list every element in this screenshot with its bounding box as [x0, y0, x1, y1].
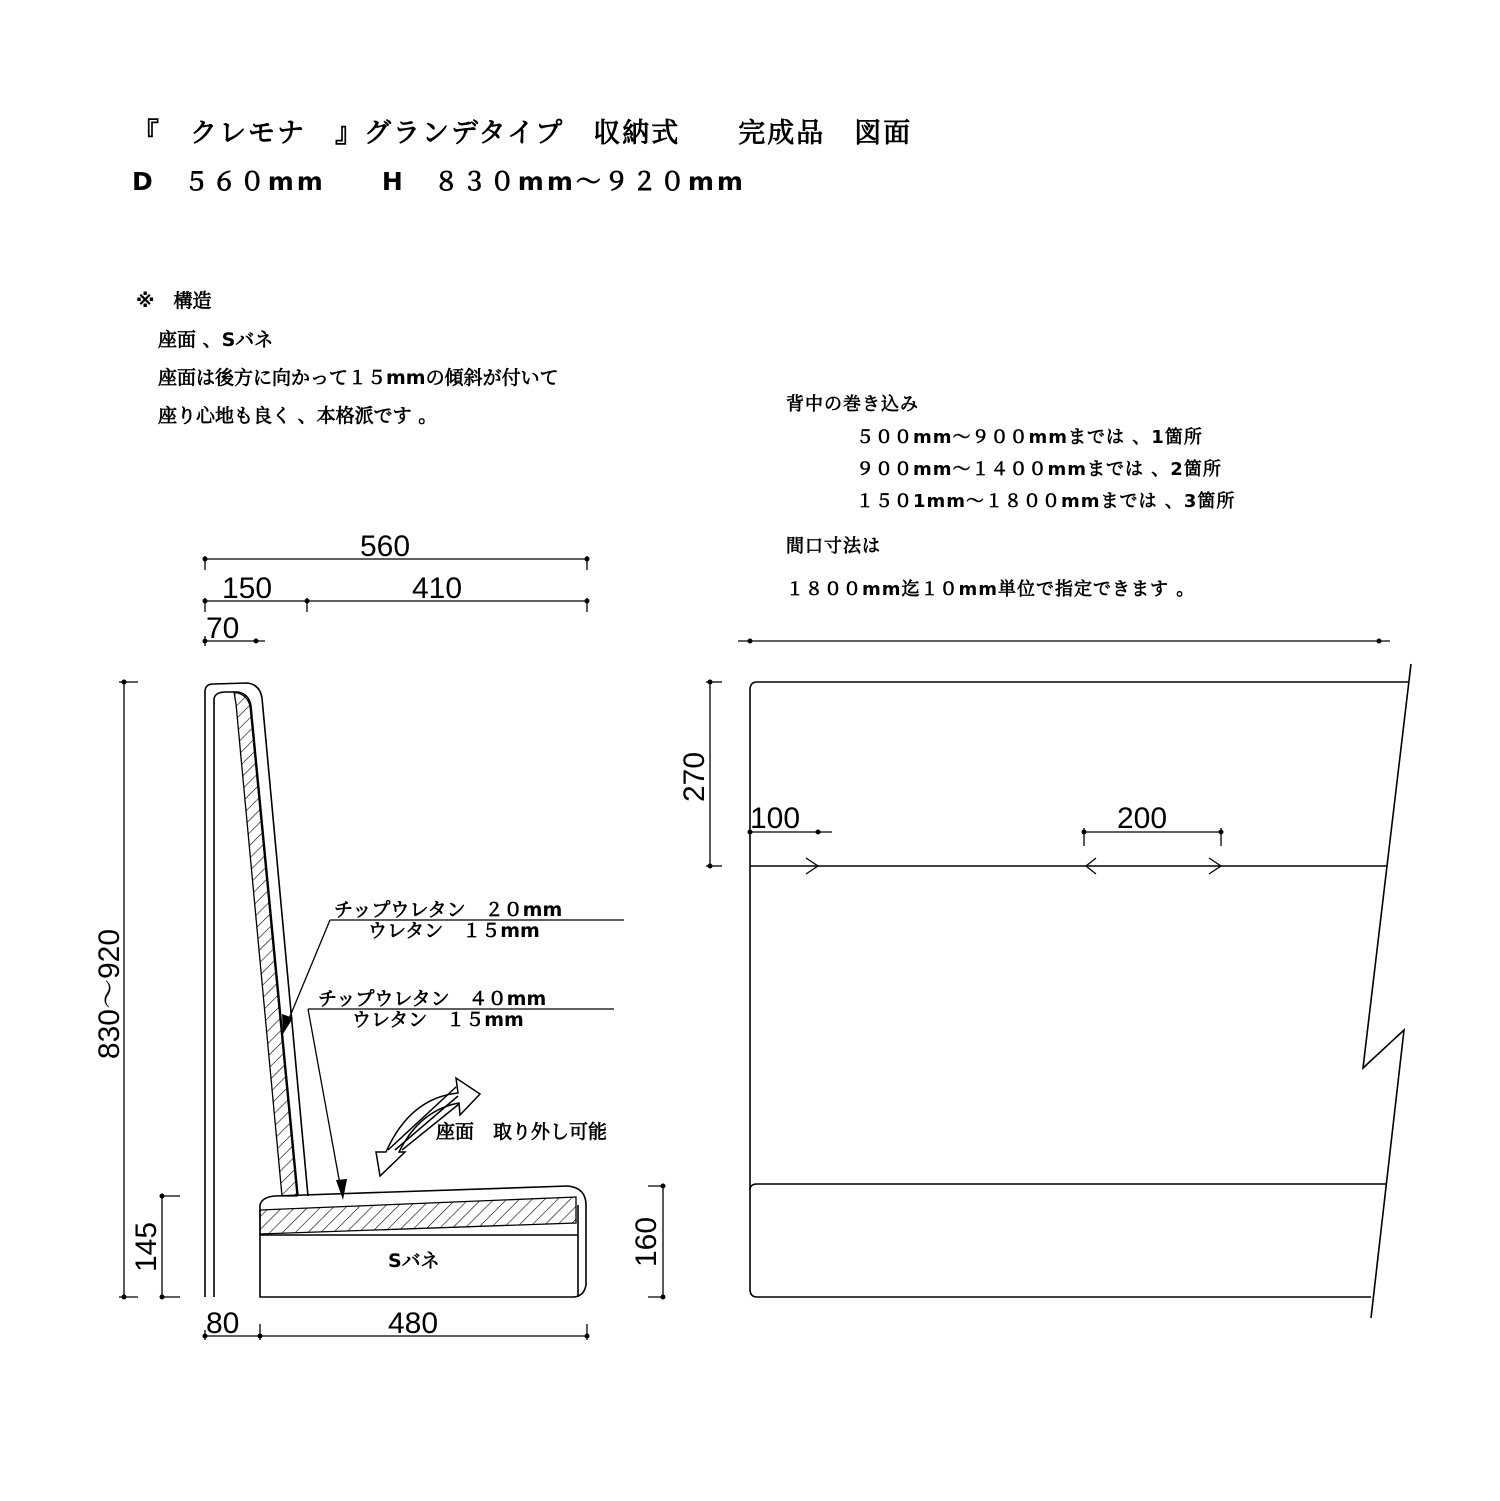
label-back-material-2: ウレタン １５mm: [368, 920, 540, 942]
dim-back-top: 70: [206, 612, 240, 645]
drawing-title: 『 クレモナ 』グランデタイプ 収納式 完成品 図面: [132, 118, 913, 149]
seat-cushion-hatch: [260, 1197, 576, 1234]
dim-total-depth: 560: [360, 530, 411, 563]
back-tuck-line-1: ５００mm～９００mmまでは 、1箇所: [856, 427, 1203, 448]
dim-back-depth: 150: [222, 572, 273, 605]
dim-back-height: 270: [678, 751, 711, 803]
label-spring: Sバネ: [388, 1250, 440, 1272]
width-heading: 間口寸法は: [786, 536, 881, 557]
dim-seat-frame-height: 145: [130, 1221, 163, 1273]
back-tuck-heading: 背中の巻き込み: [786, 394, 919, 415]
structure-line-3: 座り心地も良く 、本格派です 。: [158, 405, 438, 427]
dim-tuck-spacing: 200: [1117, 802, 1168, 835]
width-text: １８００mm迄１０mm単位で指定できます 。: [786, 579, 1196, 600]
label-removable: 座面 取り外し可能: [436, 1121, 608, 1143]
label-seat-material-2: ウレタン １５mm: [352, 1009, 524, 1031]
dim-seat-height: 160: [630, 1216, 663, 1268]
label-back-material-1: チップウレタン ２０mm: [334, 899, 563, 921]
dim-back-base: 80: [206, 1307, 240, 1340]
back-cushion-hatch: [234, 692, 297, 1196]
label-seat-material-1: チップウレタン ４０mm: [318, 988, 547, 1010]
dim-edge-offset: 100: [750, 802, 801, 835]
structure-heading: ※ 構造: [136, 290, 212, 312]
structure-line-1: 座面 、Sバネ: [158, 329, 274, 351]
drawing-dimensions: D ５６０mm H ８３０mm～９２０mm: [132, 167, 746, 196]
back-tuck-line-2: ９００mm～１４００mmまでは 、2箇所: [856, 459, 1222, 480]
structure-line-2: 座面は後方に向かって１５mmの傾斜が付いて: [158, 367, 559, 389]
dim-seat-depth-top: 410: [412, 572, 463, 605]
back-tuck-line-3: １５０1mm～１８００mmまでは 、3箇所: [856, 491, 1236, 512]
leader-lines: [286, 920, 624, 1190]
dim-height: 830～920: [93, 928, 126, 1060]
dim-seat-depth-bottom: 480: [388, 1307, 439, 1340]
front-sofa-outline: [750, 664, 1411, 1318]
